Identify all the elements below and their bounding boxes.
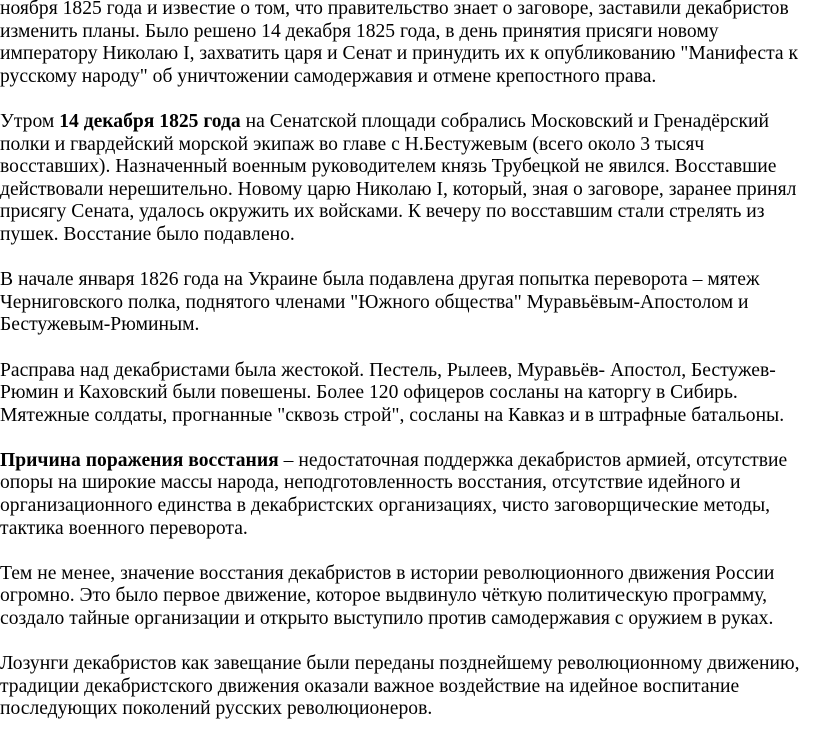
- defeat-cause-heading: Причина поражения восстания: [0, 449, 279, 471]
- paragraph-significance: Тем не менее, значение восстания декабристов в истории революционного движения России огромно. Это было первое движение, которое выдвинуло чёткую политическую программу, создало тайные организации и открыто выступило против самодержавия с оружием в руках.: [0, 562, 775, 630]
- paragraph-legacy: Лозунги декабристов как завещание были переданы позднейшему революционному движению, традиции декабристского движения оказали важное воздействие на идейное воспитание последующих поколений русских революционеров.: [0, 653, 800, 720]
- date-december-14-1825: 14 декабря 1825 года: [59, 110, 241, 132]
- paragraph-reprisals: Расправа над декабристами была жестокой. Пестель, Рылеев, Муравьёв- Апостол, Бестужев-Рюмин и Каховский были повешены. Более 120 офицеров сосланы на каторгу в Сибирь. Мятежные солдаты, прогнанные "сквозь строй", сосланы на Кавказ и в штрафные батальоны.: [0, 359, 785, 426]
- defeat-cause-text: – недостаточная поддержка декабристов армией, отсутствие опоры на широкие массы народа, неподготовленность восстания, отсутствие идейного и организационного единства в декабристских организациях, чисто заговорщические методы, тактика военного переворота.: [0, 449, 788, 539]
- paragraph-senate-square-body: на Сенатской площади собрались Московский и Гренадёрский полки и гвардейский морской экипаж во главе с Н.Бестужевым (всего около 3 тысяч восставших). Назначенный военным руководителем князь Трубецкой не явился. Восставшие действовали нерешительно. Новому царю Николаю I, который, зная о заговоре, заранее принял присягу Сената, удалось окружить их войсками. К вечеру по восставшим стали стрелять из пушек. Восстание было подавлено.: [0, 110, 797, 245]
- paragraph-senate-square-intro: Утром: [0, 110, 60, 132]
- paragraph-defeat-cause: [0, 450, 810, 540]
- paragraph-chernigov-regiment: В начале января 1826 года на Украине была подавлена другая попытка переворота – мятеж Черниговского полка, поднятого членами "Южного общества" Муравьёвым-Апостолом и Бестужевым-Рюминым.: [0, 269, 760, 336]
- paragraph-plans-changed: ноября 1825 года и известие о том, что правительство знает о заговоре, заставили декабристов изменить планы. Было решено 14 декабря 1825 года, в день принятия присяги новому императору Николаю I, захватить царя и Сенат и принудить их к опубликованию "Манифеста к русскому народу" об уничтожении самодержавия и отмене крепостного права.: [0, 0, 799, 87]
- paragraph-senate-square: [0, 111, 810, 247]
